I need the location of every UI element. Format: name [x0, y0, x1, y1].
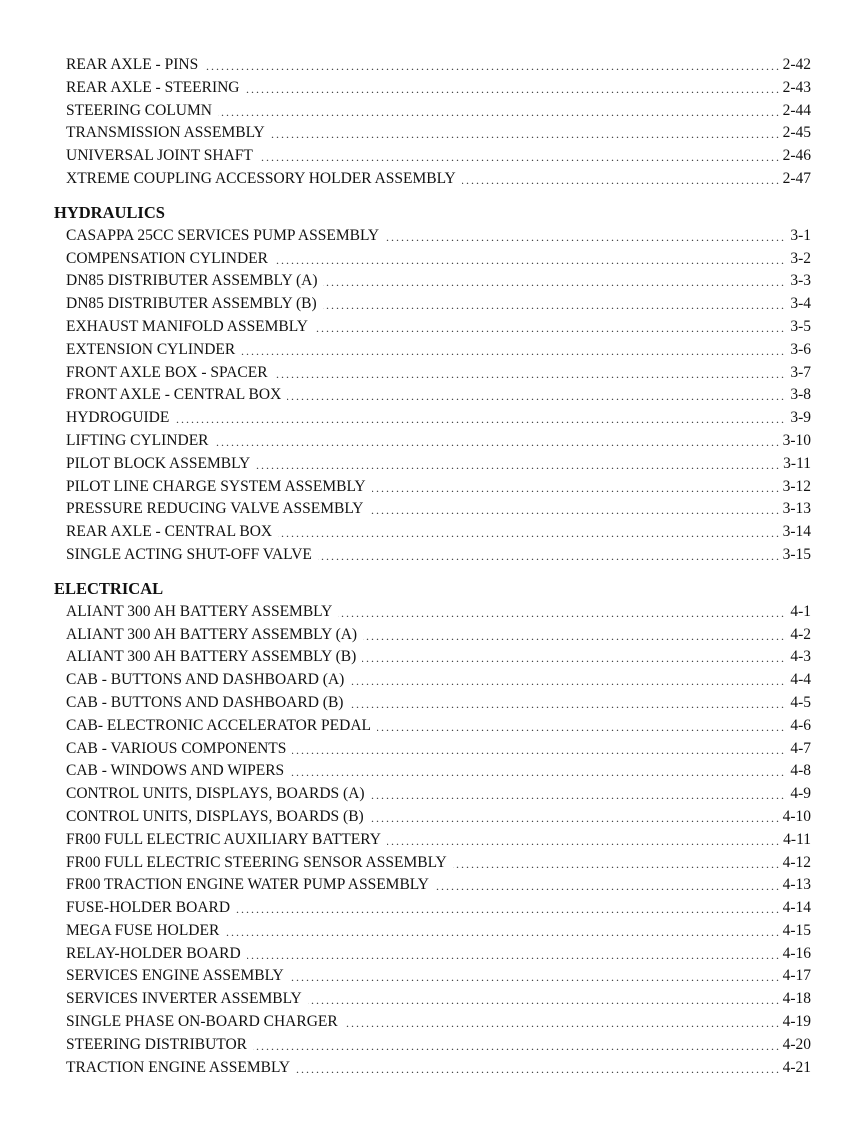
- toc-entry[interactable]: [66, 965, 811, 988]
- toc-entry-page-number: 4-14: [779, 897, 811, 920]
- toc-entry[interactable]: [66, 521, 811, 544]
- toc-entry-title: FR00 TRACTION ENGINE WATER PUMP ASSEMBLY: [66, 874, 435, 897]
- toc-entry-title: REAR AXLE - PINS: [66, 54, 204, 77]
- toc-entry-title: SERVICES INVERTER ASSEMBLY: [66, 988, 308, 1011]
- toc-entry-page-number: 2-46: [779, 145, 811, 168]
- toc-entry[interactable]: [66, 225, 811, 248]
- table-of-contents: [0, 54, 866, 1079]
- toc-entry-page-number: 3-10: [779, 430, 811, 453]
- toc-entry[interactable]: [66, 601, 811, 624]
- toc-entry-title: FRONT AXLE - CENTRAL BOX: [66, 384, 287, 407]
- toc-entry-page-number: 3-5: [786, 316, 811, 339]
- toc-entry[interactable]: [66, 715, 811, 738]
- toc-entry-page-number: 3-1: [786, 225, 811, 248]
- toc-entry-page-number: 4-12: [779, 852, 811, 875]
- toc-entry[interactable]: [66, 943, 811, 966]
- toc-entry[interactable]: [66, 54, 811, 77]
- toc-entry[interactable]: [66, 407, 811, 430]
- toc-entry-page-number: 4-9: [786, 783, 811, 806]
- toc-entry[interactable]: [66, 293, 811, 316]
- toc-entry[interactable]: [66, 544, 811, 567]
- toc-entry[interactable]: [66, 453, 811, 476]
- toc-entry-title: PILOT BLOCK ASSEMBLY: [66, 453, 256, 476]
- toc-entry[interactable]: [66, 316, 811, 339]
- toc-entry[interactable]: [66, 122, 811, 145]
- toc-entry-page-number: 4-8: [786, 760, 811, 783]
- toc-entry[interactable]: [66, 829, 811, 852]
- section-heading: HYDRAULICS: [54, 202, 165, 222]
- toc-entry-page-number: 3-8: [786, 384, 811, 407]
- toc-entry-title: SERVICES ENGINE ASSEMBLY: [66, 965, 290, 988]
- toc-entry-title: ALIANT 300 AH BATTERY ASSEMBLY (A): [66, 624, 363, 647]
- toc-entry[interactable]: [66, 168, 811, 191]
- toc-entry[interactable]: [66, 646, 811, 669]
- toc-entry-page-number: 3-15: [779, 544, 811, 567]
- toc-entry[interactable]: [66, 1057, 811, 1080]
- toc-entry-page-number: 2-47: [779, 168, 811, 191]
- toc-entry[interactable]: [66, 476, 811, 499]
- toc-entry[interactable]: [66, 248, 811, 271]
- toc-entry-title: DN85 DISTRIBUTER ASSEMBLY (B): [66, 293, 323, 316]
- toc-entry[interactable]: [66, 100, 811, 123]
- toc-entry-page-number: 4-3: [786, 646, 811, 669]
- toc-entry-title: COMPENSATION CYLINDER: [66, 248, 274, 271]
- toc-entry-page-number: 3-6: [786, 339, 811, 362]
- toc-entry[interactable]: [66, 498, 811, 521]
- toc-entry-title: REAR AXLE - CENTRAL BOX: [66, 521, 278, 544]
- toc-entry-title: RELAY-HOLDER BOARD: [66, 943, 247, 966]
- toc-entry-title: MEGA FUSE HOLDER: [66, 920, 225, 943]
- toc-entry-page-number: 4-21: [779, 1057, 811, 1080]
- toc-entry-page-number: 3-4: [786, 293, 811, 316]
- toc-entry-title: PRESSURE REDUCING VALVE ASSEMBLY: [66, 498, 369, 521]
- toc-entry-page-number: 4-1: [786, 601, 811, 624]
- toc-entry-title: CONTROL UNITS, DISPLAYS, BOARDS (B): [66, 806, 370, 829]
- toc-entry-title: PILOT LINE CHARGE SYSTEM ASSEMBLY: [66, 476, 372, 499]
- toc-entry-title: CAB - BUTTONS AND DASHBOARD (B): [66, 692, 349, 715]
- toc-entry-page-number: 3-7: [786, 362, 811, 385]
- toc-entry-page-number: 4-16: [779, 943, 811, 966]
- toc-entry-title: ALIANT 300 AH BATTERY ASSEMBLY (B): [66, 646, 362, 669]
- toc-entry[interactable]: [66, 1011, 811, 1034]
- toc-entry-page-number: 4-10: [779, 806, 811, 829]
- toc-entry-page-number: 4-2: [786, 624, 811, 647]
- toc-entry-page-number: 3-13: [779, 498, 811, 521]
- toc-entry[interactable]: [66, 897, 811, 920]
- toc-entry[interactable]: [66, 783, 811, 806]
- toc-entry-title: DN85 DISTRIBUTER ASSEMBLY (A): [66, 270, 323, 293]
- toc-entry-title: TRANSMISSION ASSEMBLY: [66, 122, 271, 145]
- toc-entry-page-number: 4-18: [779, 988, 811, 1011]
- toc-entry-title: TRACTION ENGINE ASSEMBLY: [66, 1057, 296, 1080]
- toc-entry-page-number: 2-42: [779, 54, 811, 77]
- toc-entry[interactable]: [66, 77, 811, 100]
- toc-entry-page-number: 3-11: [779, 453, 811, 476]
- toc-entry-title: FR00 FULL ELECTRIC AUXILIARY BATTERY: [66, 829, 387, 852]
- toc-entry[interactable]: [66, 270, 811, 293]
- toc-entry-title: SINGLE ACTING SHUT-OFF VALVE: [66, 544, 318, 567]
- toc-entry-page-number: 3-3: [786, 270, 811, 293]
- toc-entry[interactable]: [66, 738, 811, 761]
- toc-entry-page-number: 4-11: [779, 829, 811, 852]
- toc-entry-title: STEERING DISTRIBUTOR: [66, 1034, 253, 1057]
- toc-entry-page-number: 2-45: [779, 122, 811, 145]
- toc-entry-title: CAB- ELECTRONIC ACCELERATOR PEDAL: [66, 715, 377, 738]
- toc-entry-page-number: 4-17: [779, 965, 811, 988]
- toc-entry[interactable]: [66, 1034, 811, 1057]
- toc-entry-page-number: 4-7: [786, 738, 811, 761]
- toc-entry-title: HYDROGUIDE: [66, 407, 175, 430]
- toc-entry-page-number: 4-20: [779, 1034, 811, 1057]
- toc-entry-page-number: 4-15: [779, 920, 811, 943]
- dot-leader: [66, 407, 811, 430]
- toc-entry-page-number: 3-12: [779, 476, 811, 499]
- toc-entry-title: CASAPPA 25CC SERVICES PUMP ASSEMBLY: [66, 225, 385, 248]
- toc-entry-page-number: 3-14: [779, 521, 811, 544]
- toc-entry[interactable]: [66, 384, 811, 407]
- toc-entry-page-number: 3-2: [786, 248, 811, 271]
- toc-entry[interactable]: [66, 760, 811, 783]
- toc-entry[interactable]: [66, 362, 811, 385]
- toc-entry-title: STEERING COLUMN: [66, 100, 218, 123]
- toc-entry-title: XTREME COUPLING ACCESSORY HOLDER ASSEMBLY: [66, 168, 462, 191]
- toc-entry-title: FUSE-HOLDER BOARD: [66, 897, 236, 920]
- toc-entry[interactable]: [66, 430, 811, 453]
- toc-entry-page-number: 4-5: [786, 692, 811, 715]
- toc-entry-title: FR00 FULL ELECTRIC STEERING SENSOR ASSEMBLY: [66, 852, 453, 875]
- toc-entry[interactable]: [66, 669, 811, 692]
- toc-entry-page-number: 2-43: [779, 77, 811, 100]
- toc-entry[interactable]: [66, 988, 811, 1011]
- toc-entry-title: ALIANT 300 AH BATTERY ASSEMBLY: [66, 601, 338, 624]
- toc-entry-title: FRONT AXLE BOX - SPACER: [66, 362, 274, 385]
- toc-entry[interactable]: [66, 624, 811, 647]
- toc-entry-page-number: 2-44: [779, 100, 811, 123]
- toc-entry[interactable]: [66, 920, 811, 943]
- toc-entry-title: LIFTING CYLINDER: [66, 430, 215, 453]
- toc-entry[interactable]: [66, 874, 811, 897]
- toc-entry-page-number: 4-19: [779, 1011, 811, 1034]
- toc-entry-page-number: 3-9: [786, 407, 811, 430]
- toc-entry-page-number: 4-13: [779, 874, 811, 897]
- toc-entry[interactable]: [66, 806, 811, 829]
- toc-entry[interactable]: [66, 145, 811, 168]
- toc-entry-page-number: 4-4: [786, 669, 811, 692]
- toc-entry-title: CAB - BUTTONS AND DASHBOARD (A): [66, 669, 350, 692]
- toc-entry[interactable]: [66, 339, 811, 362]
- toc-entry-title: UNIVERSAL JOINT SHAFT: [66, 145, 259, 168]
- toc-entry-title: REAR AXLE - STEERING: [66, 77, 246, 100]
- toc-entry-title: CONTROL UNITS, DISPLAYS, BOARDS (A): [66, 783, 371, 806]
- toc-entry-title: EXHAUST MANIFOLD ASSEMBLY: [66, 316, 314, 339]
- toc-entry-title: CAB - WINDOWS AND WIPERS: [66, 760, 290, 783]
- toc-entry-title: SINGLE PHASE ON-BOARD CHARGER: [66, 1011, 344, 1034]
- toc-entry[interactable]: [66, 692, 811, 715]
- toc-entry[interactable]: [66, 852, 811, 875]
- toc-entry-title: CAB - VARIOUS COMPONENTS: [66, 738, 292, 761]
- section-heading: ELECTRICAL: [54, 578, 164, 598]
- toc-entry-title: EXTENSION CYLINDER: [66, 339, 241, 362]
- toc-entry-page-number: 4-6: [786, 715, 811, 738]
